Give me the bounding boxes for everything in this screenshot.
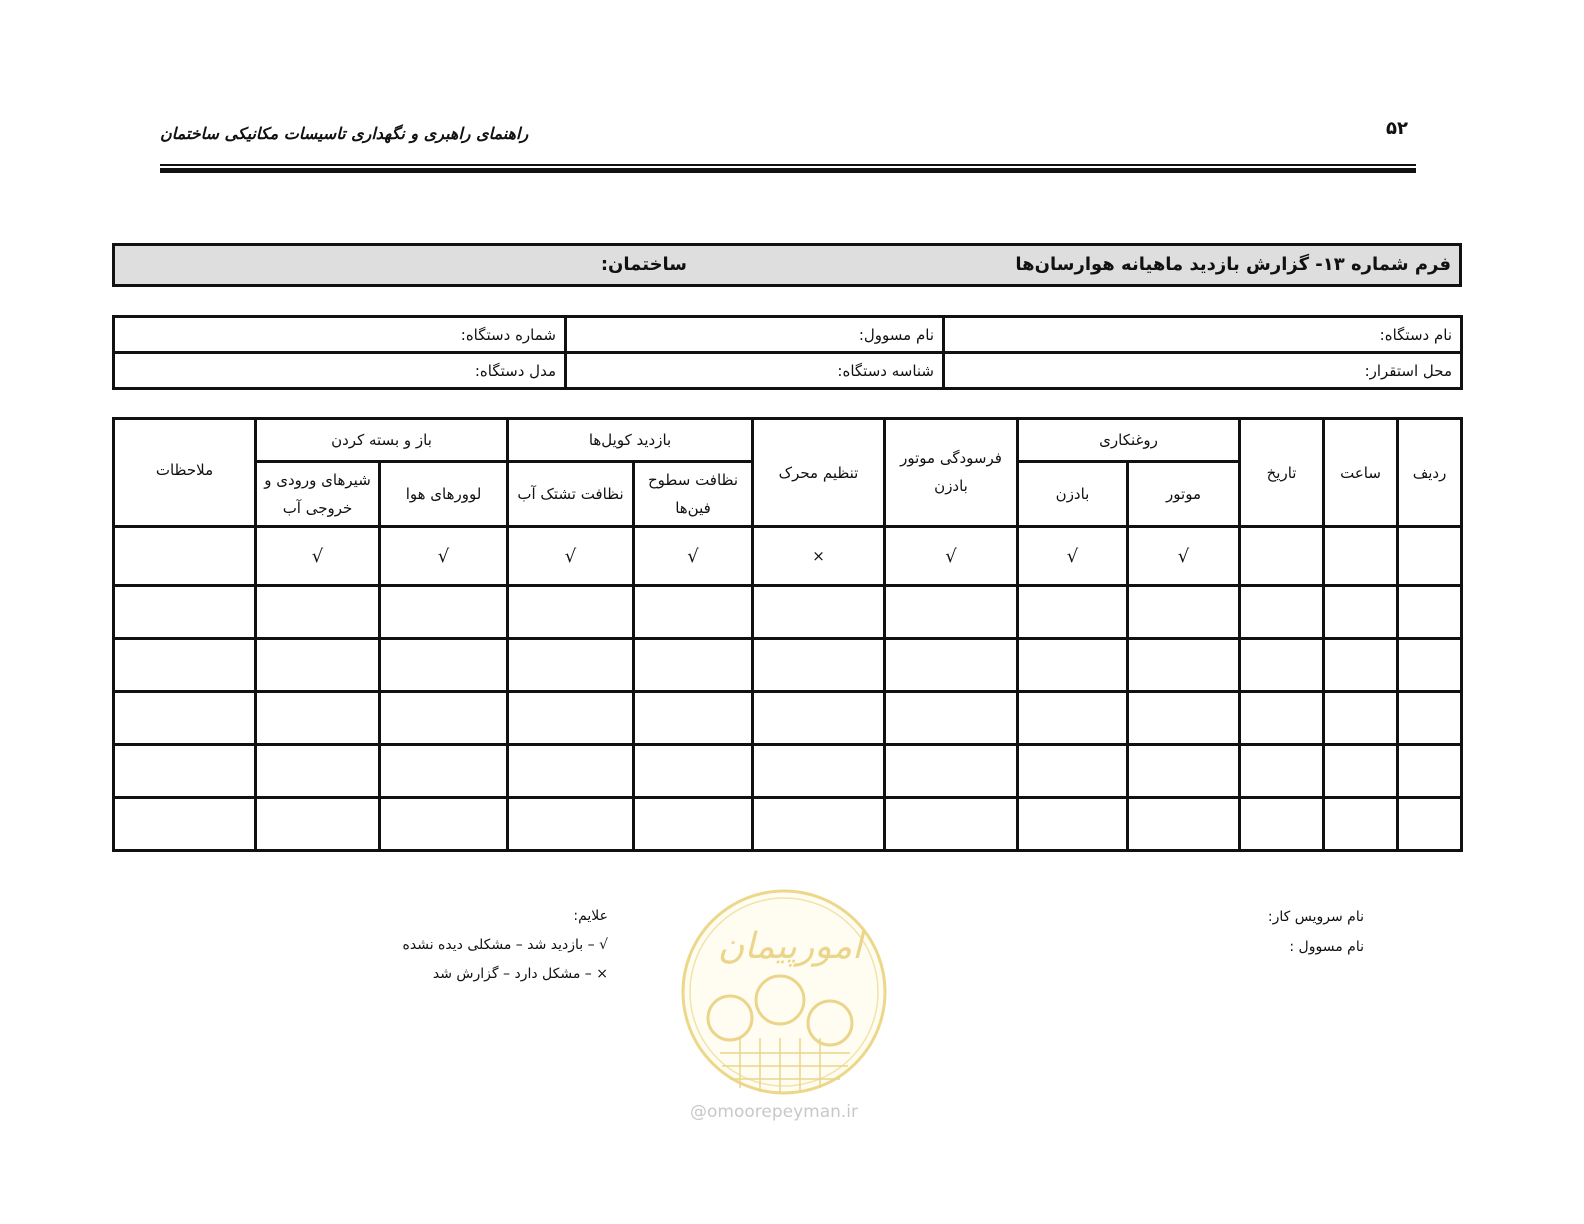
table-cell[interactable] [1018,798,1128,851]
check-mark[interactable]: √ [508,527,634,586]
table-cell[interactable] [885,639,1018,692]
table-cell[interactable] [1128,639,1240,692]
legend-check: √ – بازدید شد – مشکلی دیده نشده [402,937,608,953]
check-mark[interactable]: √ [1128,527,1240,586]
table-cell[interactable] [634,692,753,745]
header-rule-thick [160,168,1416,173]
table-cell[interactable] [1018,745,1128,798]
table-cell[interactable] [256,692,380,745]
table-cell[interactable] [753,745,885,798]
table-cell[interactable] [1398,527,1462,586]
table-row [114,798,1462,851]
table-cell[interactable] [1324,527,1398,586]
logo-text: امورپیمان [717,926,863,967]
table-cell[interactable] [380,692,508,745]
col-wear: فرسودگی موتور بادزن [885,419,1018,527]
table-cell[interactable] [380,586,508,639]
table-cell[interactable] [753,586,885,639]
form-title: فرم شماره ۱۳- گزارش بازدید ماهیانه هوارسان‌ها [1015,254,1451,275]
col-lubrication: روغنکاری [1018,419,1240,462]
table-cell[interactable] [1398,639,1462,692]
table-cell[interactable] [1240,798,1324,851]
table-cell[interactable] [634,745,753,798]
table-cell[interactable] [1018,586,1128,639]
table-row [114,527,1462,586]
check-mark[interactable]: √ [1018,527,1128,586]
table-cell[interactable] [753,639,885,692]
legend-title: علایم: [573,908,608,924]
table-cell[interactable] [114,639,256,692]
table-cell[interactable] [508,639,634,692]
table-cell[interactable] [1240,586,1324,639]
page-number: ۵۲ [1386,118,1408,139]
table-row [114,745,1462,798]
check-mark[interactable]: √ [380,527,508,586]
table-cell[interactable] [256,586,380,639]
table-cell[interactable] [1324,692,1398,745]
building-label: ساختمان: [600,254,687,275]
table-cell[interactable] [508,745,634,798]
col-pan-cleaning: نظافت تشتک آب [508,462,634,527]
device-id-field[interactable]: شناسه دستگاه: [566,353,944,389]
table-cell[interactable] [1324,745,1398,798]
col-motor: موتور [1128,462,1240,527]
table-cell[interactable] [885,692,1018,745]
responsible-name-field[interactable]: نام مسوول: [566,317,944,353]
table-cell[interactable] [1128,745,1240,798]
table-cell[interactable] [508,798,634,851]
watermark-logo [680,888,888,1096]
table-cell[interactable] [753,692,885,745]
table-cell[interactable] [1240,639,1324,692]
table-cell[interactable] [114,692,256,745]
table-cell[interactable] [634,586,753,639]
table-cell[interactable] [114,527,256,586]
device-name-field[interactable]: نام دستگاه: [944,317,1462,353]
legend-cross: × – مشکل دارد – گزارش شد [432,966,608,982]
table-cell[interactable] [634,639,753,692]
table-cell[interactable] [1240,692,1324,745]
table-cell[interactable] [1398,692,1462,745]
device-number-field[interactable]: شماره دستگاه: [114,317,566,353]
legend [403,902,608,989]
col-fin-cleaning: نظافت سطوح فین‌ها [634,462,753,527]
table-cell[interactable] [1128,586,1240,639]
col-row-number: ردیف [1398,419,1462,527]
table-cell[interactable] [114,586,256,639]
table-cell[interactable] [380,798,508,851]
table-cell[interactable] [256,639,380,692]
table-cell[interactable] [1018,692,1128,745]
table-cell[interactable] [508,586,634,639]
device-info-table [112,315,1463,390]
form-title-bar [112,243,1462,287]
table-cell[interactable] [885,745,1018,798]
service-name-label: نام سرویس کار: [1267,909,1364,925]
table-cell[interactable] [1128,692,1240,745]
table-cell[interactable] [753,798,885,851]
col-louvers: لوورهای هوا [380,462,508,527]
table-cell[interactable] [256,745,380,798]
table-cell[interactable] [114,745,256,798]
table-cell[interactable] [1324,798,1398,851]
table-cell[interactable] [508,692,634,745]
table-cell[interactable] [1324,639,1398,692]
device-model-field[interactable]: مدل دستگاه: [114,353,566,389]
header-rule [160,164,1416,166]
check-mark[interactable]: √ [885,527,1018,586]
responsible-label: نام مسوول : [1289,939,1364,955]
table-cell[interactable] [1398,745,1462,798]
table-cell[interactable] [1018,639,1128,692]
cross-mark[interactable]: × [753,527,885,586]
table-cell[interactable] [1128,798,1240,851]
signature-block [1268,902,1364,962]
col-valves: شیرهای ورودی و خروجی آب [256,462,380,527]
location-field[interactable]: محل استقرار: [944,353,1462,389]
col-notes: ملاحظات [114,419,256,527]
col-fan: بادزن [1018,462,1128,527]
table-cell[interactable] [380,639,508,692]
book-title: راهنمای راهبری و نگهداری تاسیسات مکانیکی ساختمان [160,124,529,143]
table-cell[interactable] [1398,586,1462,639]
check-mark[interactable]: √ [634,527,753,586]
table-cell[interactable] [1240,745,1324,798]
table-cell[interactable] [380,745,508,798]
table-cell[interactable] [1324,586,1398,639]
table-cell[interactable] [885,586,1018,639]
col-coil-inspection: بازدید کویل‌ها [508,419,753,462]
table-cell[interactable] [114,798,256,851]
check-mark[interactable]: √ [256,527,380,586]
table-row [114,586,1462,639]
watermark-url: @omoorepeyman.ir [690,1102,859,1122]
col-motor-adjust: تنظیم محرک [753,419,885,527]
col-open-close: باز و بسته کردن [256,419,508,462]
table-cell[interactable] [885,798,1018,851]
table-cell[interactable] [256,798,380,851]
col-time: ساعت [1324,419,1398,527]
table-row [114,639,1462,692]
col-date: تاریخ [1240,419,1324,527]
table-cell[interactable] [634,798,753,851]
table-row [114,692,1462,745]
inspection-table [112,417,1463,852]
table-cell[interactable] [1240,527,1324,586]
table-cell[interactable] [1398,798,1462,851]
